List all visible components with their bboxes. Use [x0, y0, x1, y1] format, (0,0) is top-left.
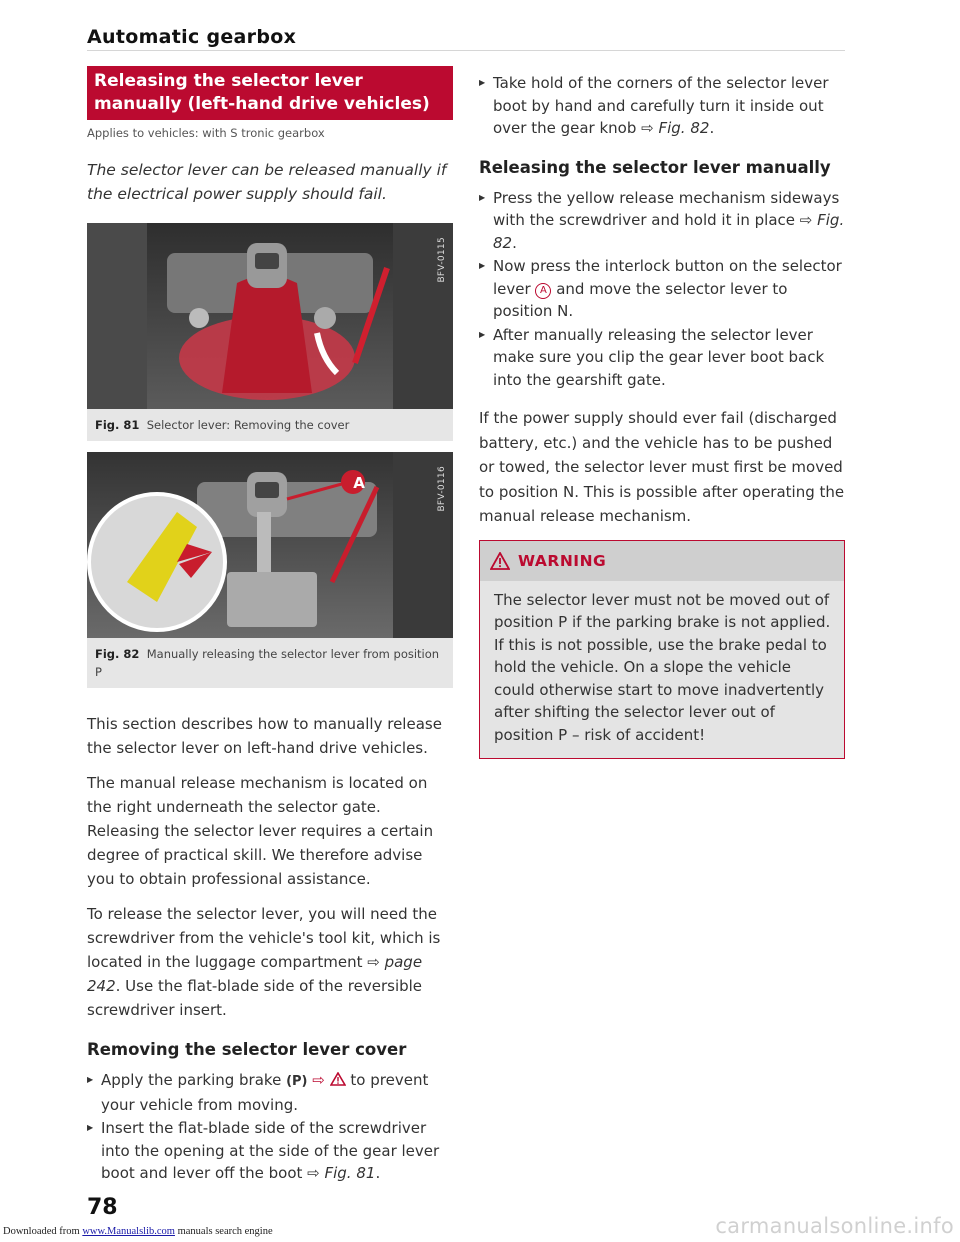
download-note — [3, 1226, 273, 1237]
applies-note: Applies to vehicles: with S tronic gearbox — [87, 126, 325, 140]
step-list — [479, 187, 845, 392]
warning-title: WARNING — [518, 551, 607, 570]
figure-81-caption — [87, 409, 453, 441]
text: After manually releasing the selector lever make sure you clip the gear lever boot back into the gearshift gate. — [493, 325, 825, 389]
manualslib-link[interactable]: www.Manualslib.com — [82, 1226, 175, 1237]
warning-header — [480, 541, 844, 581]
text: . — [709, 119, 715, 137]
page-number: 78 — [87, 1195, 118, 1220]
text: Downloaded from — [3, 1226, 80, 1237]
text: to prevent your vehicle from moving. — [101, 1071, 429, 1114]
text: and move the selector lever to position N. — [493, 279, 788, 320]
subheading-release-manually: Releasing the selector lever manually — [479, 157, 831, 177]
step-list — [87, 1069, 453, 1185]
paragraph: If the power supply should ever fail (discharged battery, etc.) and the vehicle has to be pushed or towed, the selector lever must first be moved to position N. This is possible after operating the manual release mechanism. — [479, 409, 845, 525]
figure-82-image — [87, 452, 453, 638]
figure-code: BFV-0115 — [437, 237, 447, 283]
paragraph — [87, 902, 453, 1022]
list-item — [479, 187, 845, 255]
step-list — [479, 72, 845, 140]
text: . Use the flat-blade side of the reversible screwdriver insert. — [87, 977, 423, 1019]
paragraph: The manual release mechanism is located on the right underneath the selector gate. Releasing the selector lever requires a certain degree of practical skill. We therefore advise you to obtain professional assistance. — [87, 774, 434, 888]
list-item — [87, 1069, 453, 1116]
selector-lever-photo — [87, 223, 453, 409]
figure-82-caption — [87, 638, 453, 688]
warning-triangle-icon — [330, 1072, 346, 1086]
list-item — [479, 324, 845, 392]
watermark: carmanualsonline.info — [715, 1214, 954, 1238]
figure-81-image — [87, 223, 453, 409]
page-reference-link[interactable]: ⇨ page 242 — [87, 953, 423, 995]
text: Apply the parking brake — [101, 1071, 282, 1089]
right-column — [479, 72, 845, 759]
parking-brake-icon: (P) — [286, 1074, 308, 1089]
text: Insert the flat-blade side of the screwdriver into the opening at the side of the gear lever boot and lever off the boot — [101, 1119, 440, 1182]
reference-arrow: ⇨ — [312, 1071, 325, 1089]
caption-text: Selector lever: Removing the cover — [146, 418, 350, 432]
figure-reference-link[interactable]: ⇨ Fig. 82 — [493, 211, 845, 252]
page-header — [87, 20, 845, 51]
text: Press the yellow release mechanism sideways with the screwdriver and hold it in place — [493, 188, 840, 229]
text: . — [512, 233, 517, 252]
text: . — [375, 1164, 381, 1182]
callout-a-label: A — [353, 474, 365, 492]
caption-text: Manually releasing the selector lever from position P — [95, 647, 440, 679]
intro-text: The selector lever can be released manually if the electrical power supply should fail. — [87, 161, 447, 203]
footer — [0, 1214, 960, 1242]
warning-text: The selector lever must not be moved out of position P if the parking brake is not applied. If this is not possible, use the brake pedal to hold the vehicle. On a slope the vehicle could otherwise start to move inadvertently after shifting the selector lever out of position P – risk of accident! — [480, 581, 844, 759]
subheading-remove-cover: Removing the selector lever cover — [87, 1040, 407, 1059]
figure-reference-link[interactable]: ⇨ Fig. 82 — [641, 119, 710, 137]
figure-reference-link[interactable]: ⇨ Fig. 81 — [307, 1164, 376, 1182]
topic-title: Releasing the selector lever manually (left-hand drive vehicles) — [87, 66, 453, 120]
text: To release the selector lever, you will need the screwdriver from the vehicle's tool kit, which is located in the luggage compartment — [87, 905, 441, 971]
list-item — [479, 72, 845, 140]
figure-number: Fig. 81 — [95, 418, 140, 432]
callout-a-marker: A — [535, 283, 551, 299]
list-item — [87, 1117, 453, 1185]
left-column — [87, 66, 453, 1186]
paragraph: This section describes how to manually release the selector lever on left-hand drive vehicles. — [87, 715, 442, 757]
list-item — [479, 255, 845, 323]
warning-box — [479, 540, 845, 760]
release-mechanism-photo — [87, 452, 453, 638]
figure-code: BFV-0116 — [437, 466, 447, 512]
text: Now press the interlock button on the selector lever — [493, 257, 842, 298]
text: manuals search engine — [177, 1226, 273, 1237]
warning-triangle-icon — [490, 552, 510, 570]
text: Take hold of the corners of the selector lever boot by hand and carefully turn it inside out over the gear knob — [493, 74, 829, 137]
section-title: Automatic gearbox — [87, 26, 297, 48]
figure-number: Fig. 82 — [95, 647, 140, 661]
